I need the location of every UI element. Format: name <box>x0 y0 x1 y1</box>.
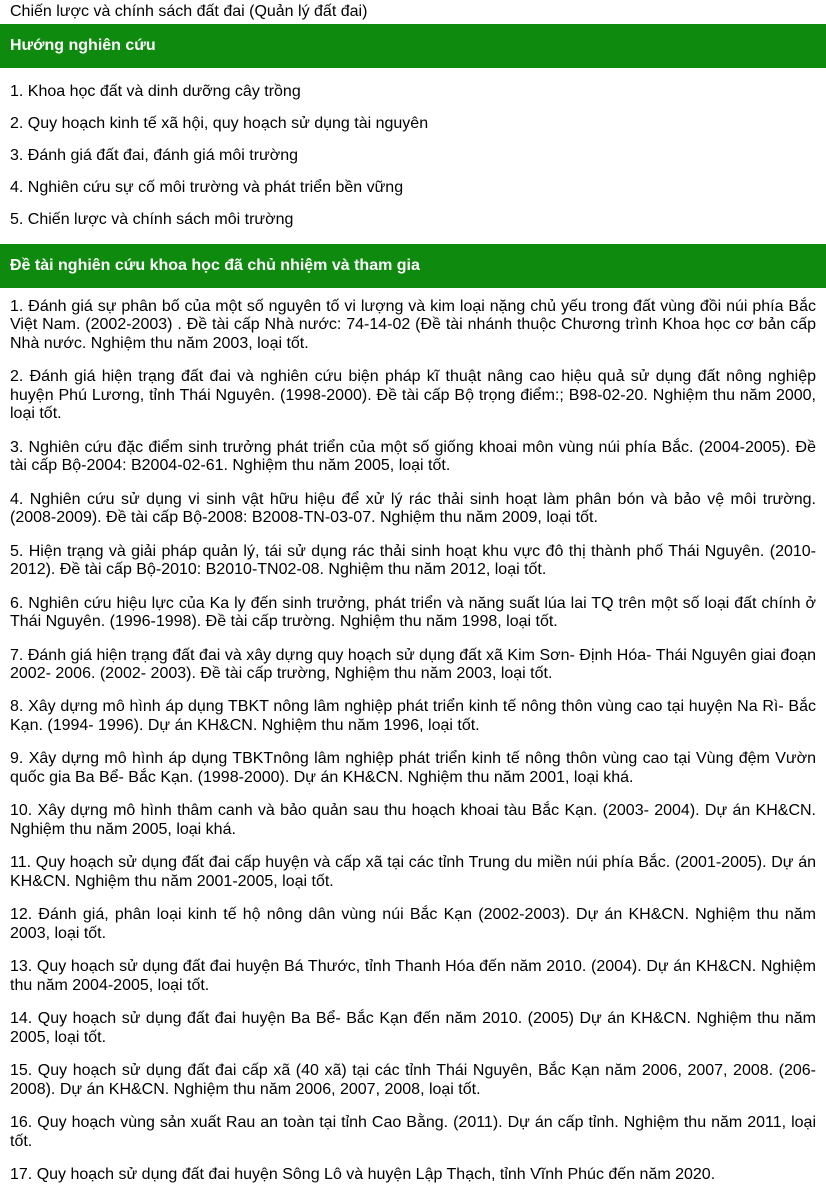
research-directions-header: Hướng nghiên cứu <box>0 24 826 68</box>
list-item: 7. Đánh giá hiện trạng đất đai và xây dựng quy hoạch sử dụng đất xã Kim Sơn- Định Hóa- Thái Nguyên giai đoạn 2002- 2006. (2002- 2003). Đề tài cấp trường, Nghiệm thu năm 2003, loại tốt. <box>10 646 816 682</box>
projects-header: Đề tài nghiên cứu khoa học đã chủ nhiệm và tham gia <box>0 244 826 288</box>
list-item: 2. Quy hoạch kinh tế xã hội, quy hoạch sử dụng tài nguyên <box>10 115 429 132</box>
top-line: Chiến lược và chính sách đất đai (Quản lý đất đai) <box>10 3 368 20</box>
list-item: 4. Nghiên cứu sử dụng vi sinh vật hữu hiệu để xử lý rác thải sinh hoạt làm phân bón và bảo vệ môi trường. (2008-2009). Đề tài cấp Bộ-2008: B2008-TN-03-07. Nghiệm thu năm 2009, loại tốt. <box>10 490 816 526</box>
list-item: 1. Khoa học đất và dinh dưỡng cây trồng <box>10 83 301 100</box>
list-item: 13. Quy hoạch sử dụng đất đai huyện Bá Thước, tỉnh Thanh Hóa đến năm 2010. (2004). Dự án KH&CN. Nghiệm thu năm 2004-2005, loại tốt. <box>10 958 816 994</box>
projects-list <box>0 288 826 1185</box>
list-item: 3. Đánh giá đất đai, đánh giá môi trường <box>10 147 299 164</box>
list-item: 14. Quy hoạch sử dụng đất đai huyện Ba Bể- Bắc Kạn đến năm 2010. (2005) Dự án KH&CN. Nghiệm thu năm 2005, loại tốt. <box>10 1010 816 1046</box>
list-item: 5. Hiện trạng và giải pháp quản lý, tái sử dụng rác thải sinh hoạt khu vực đô thị thành phố Thái Nguyên. (2010-2012). Đề tài cấp Bộ-2010: B2010-TN02-08. Nghiệm thu năm 2012, loại tốt. <box>10 542 816 578</box>
list-item: 3. Nghiên cứu đặc điểm sinh trưởng phát triển của một số giống khoai môn vùng núi phía Bắc. (2004-2005). Đề tài cấp Bộ-2004: B2004-02-61. Nghiệm thu năm 2005, loại tốt. <box>10 438 816 474</box>
list-item: 10. Xây dựng mô hình thâm canh và bảo quản sau thu hoạch khoai tàu Bắc Kạn. (2003- 2004). Dự án KH&CN. Nghiệm thu năm 2005, loại khá. <box>10 802 816 838</box>
list-item: 11. Quy hoạch sử dụng đất đai cấp huyện và cấp xã tại các tỉnh Trung du miền núi phía Bắc. (2001-2005). Dự án KH&CN. Nghiệm thu năm 2001-2005, loại tốt. <box>10 854 816 890</box>
list-item: 17. Quy hoạch sử dụng đất đai huyện Sông Lô và huyện Lập Thạch, tỉnh Vĩnh Phúc đến năm 2020. <box>10 1166 716 1184</box>
list-item: 9. Xây dựng mô hình áp dụng TBKTnông lâm nghiệp phát triển kinh tế nông thôn vùng cao tại Vùng đệm Vườn quốc gia Ba Bể- Bắc Kạn. (1998-2000). Dự án KH&CN. Nghiệm thu năm 2001, loại khá. <box>10 750 816 786</box>
list-item: 5. Chiến lược và chính sách môi trường <box>10 211 294 228</box>
list-item: 16. Quy hoạch vùng sản xuất Rau an toàn tại tỉnh Cao Bằng. (2011). Dự án cấp tỉnh. Nghiệm thu năm 2011, loại tốt. <box>10 1114 816 1150</box>
list-item: 4. Nghiên cứu sự cố môi trường và phát triển bền vững <box>10 179 404 196</box>
list-item: 1. Đánh giá sự phân bố của một số nguyên tố vi lượng và kim loại nặng chủ yếu trong đất vùng đồi núi phía Bắc Việt Nam. (2002-2003) . Đề tài cấp Nhà nước: 74-14-02 (Đề tài nhánh thuộc Chương trình Khoa học cơ bản cấp Nhà nước. Nghiệm thu năm 2003, loại tốt. <box>10 298 816 352</box>
research-directions-list <box>0 76 826 236</box>
list-item: 2. Đánh giá hiện trạng đất đai và nghiên cứu biện pháp kĩ thuật nâng cao hiệu quả sử dụng đất nông nghiệp huyện Phú Lương, tỉnh Thái Nguyên. (1998-2000). Đề tài cấp Bộ trọng điểm:; B98-02-20. Nghiệm thu năm 2000, loại tốt. <box>10 368 816 422</box>
list-item: 6. Nghiên cứu hiệu lực của Ka ly đến sinh trưởng, phát triển và năng suất lúa lai TQ trên một số loại đất chính ở Thái Nguyên. (1996-1998). Đề tài cấp trường. Nghiệm thu năm 1998, loại tốt. <box>10 594 816 630</box>
list-item: 8. Xây dựng mô hình áp dụng TBKT nông lâm nghiệp phát triển kinh tế nông thôn vùng cao tại huyện Na Rì- Bắc Kạn. (1994- 1996). Dự án KH&CN. Nghiệm thu năm 1996, loại tốt. <box>10 698 816 734</box>
list-item: 12. Đánh giá, phân loại kinh tế hộ nông dân vùng núi Bắc Kạn (2002-2003). Dự án KH&CN. Nghiệm thu năm 2003, loại tốt. <box>10 906 816 942</box>
list-item: 15. Quy hoạch sử dụng đất đai cấp xã (40 xã) tại các tỉnh Thái Nguyên, Bắc Kạn năm 2006, 2007, 2008. (206- 2008). Dự án KH&CN. Nghiệm thu năm 2006, 2007, 2008, loại tốt. <box>10 1062 816 1098</box>
